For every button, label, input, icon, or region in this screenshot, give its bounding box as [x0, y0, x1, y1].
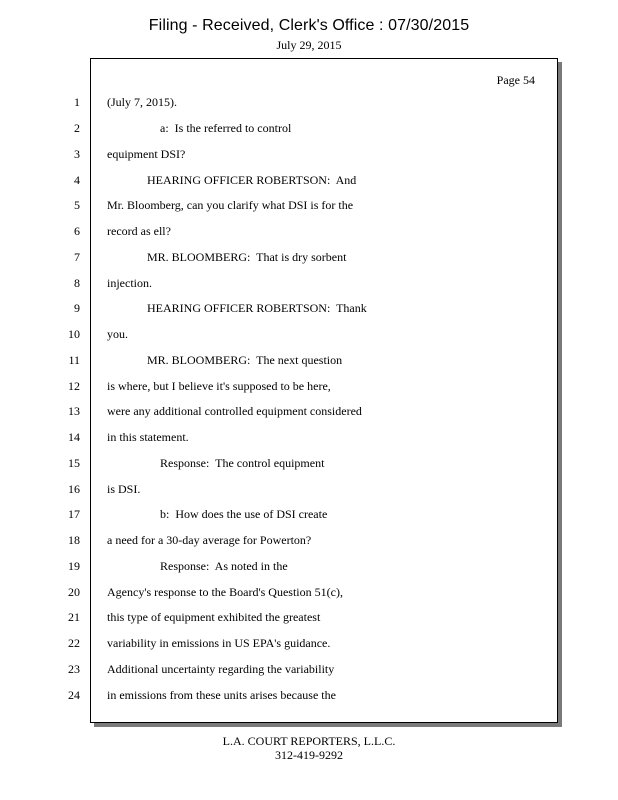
line-number: 21 [68, 610, 80, 624]
line-text: were any additional controlled equipment considered [107, 404, 362, 418]
line-number: 2 [74, 121, 80, 135]
line-number: 1 [74, 95, 80, 109]
line-text: Response: As noted in the [160, 559, 288, 573]
line-number: 16 [68, 482, 80, 496]
filing-stamp: Filing - Received, Clerk's Office : 07/30/2015 [148, 17, 470, 34]
line-number: 23 [68, 662, 80, 676]
line-text: is DSI. [107, 482, 141, 496]
page-number: Page 54 [496, 73, 535, 87]
line-number: 18 [68, 533, 80, 547]
line-number: 6 [74, 224, 80, 238]
line-number: 4 [74, 173, 80, 187]
line-number: 19 [68, 559, 80, 573]
line-number: 9 [74, 301, 80, 315]
line-number: 8 [74, 276, 80, 290]
line-text: in this statement. [107, 430, 189, 444]
line-text: HEARING OFFICER ROBERTSON: Thank [147, 301, 367, 315]
line-text: b: How does the use of DSI create [160, 507, 328, 521]
line-text: in emissions from these units arises because the [107, 688, 336, 702]
line-text: Additional uncertainty regarding the variability [107, 662, 335, 676]
line-number: 13 [68, 404, 80, 418]
line-text: record as ell? [107, 224, 171, 238]
line-text: equipment DSI? [107, 147, 186, 161]
line-number: 5 [74, 198, 80, 212]
line-text: Response: The control equipment [160, 456, 325, 470]
line-text: is where, but I believe it's supposed to be here, [107, 379, 331, 393]
line-text: (July 7, 2015). [107, 95, 177, 109]
line-number: 17 [68, 507, 80, 521]
line-number: 20 [68, 585, 80, 599]
line-text: MR. BLOOMBERG: The next question [147, 353, 343, 367]
line-number: 10 [68, 327, 80, 341]
line-text: Mr. Bloomberg, can you clarify what DSI is for the [107, 198, 354, 212]
line-number: 3 [74, 147, 80, 161]
line-number: 24 [68, 688, 80, 702]
line-text: HEARING OFFICER ROBERTSON: And [147, 173, 357, 187]
line-text: you. [107, 327, 128, 341]
line-number: 11 [68, 353, 80, 367]
line-text: a need for a 30-day average for Powerton? [107, 533, 312, 547]
line-number: 12 [68, 379, 80, 393]
line-text: injection. [107, 276, 152, 290]
line-text: a: Is the referred to control [160, 121, 292, 135]
line-number: 14 [68, 430, 80, 444]
line-text: this type of equipment exhibited the greatest [107, 610, 321, 624]
footer-phone: 312-419-9292 [275, 748, 343, 762]
line-text: Agency's response to the Board's Question 51(c), [107, 585, 343, 599]
line-text: MR. BLOOMBERG: That is dry sorbent [147, 250, 347, 264]
line-number: 22 [68, 636, 80, 650]
line-text: variability in emissions in US EPA's guidance. [107, 636, 331, 650]
footer-company: L.A. COURT REPORTERS, L.L.C. [222, 734, 396, 748]
line-number: 7 [74, 250, 80, 264]
transcript-date: July 29, 2015 [276, 38, 342, 52]
line-number: 15 [68, 456, 80, 470]
